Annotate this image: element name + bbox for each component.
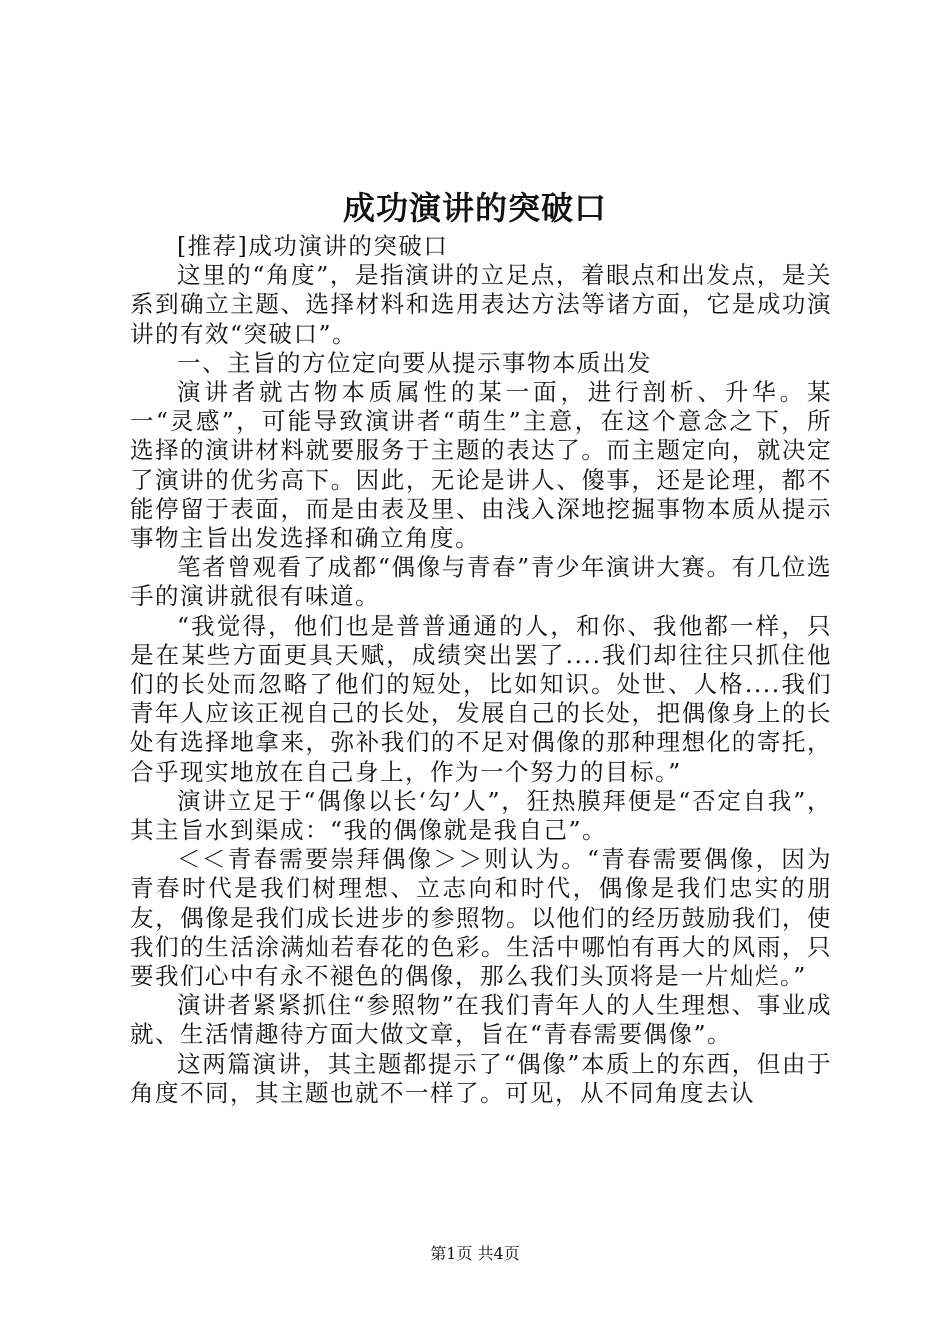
paragraph: 这两篇演讲，其主题都提示了“偶像”本质上的东西，但由于角度不同，其主题也就不一样了。可见，从不同角度去认 <box>130 1049 832 1107</box>
paragraph: 演讲者紧紧抓住“参照物”在我们青年人的人生理想、事业成就、生活情趣待方面大做文章，旨在“青春需要偶像”。 <box>130 991 832 1049</box>
paragraph: 笔者曾观看了成都“偶像与青春”青少年演讲大赛。有几位选手的演讲就很有味道。 <box>130 553 832 611</box>
page-number: 第1页 共4页 <box>430 1244 520 1263</box>
quote-paragraph: ＜＜青春需要崇拜偶像＞＞则认为。“青春需要偶像，因为青春时代是我们树理想、立志向和时代，偶像是我们忠实的朋友，偶像是我们成长进步的参照物。以他们的经历鼓励我们，使我们的生活涂满灿若春花的色彩。生活中哪怕有再大的风雨，只要我们心中有永不褪色的偶像，那么我们头顶将是一片灿烂。” <box>130 845 832 991</box>
document-body <box>130 232 832 1108</box>
paragraph: 这里的“角度”，是指演讲的立足点，着眼点和出发点，是关系到确立主题、选择材料和选用表达方法等诸方面，它是成功演讲的有效“突破口”。 <box>130 261 832 348</box>
paragraph: [推荐]成功演讲的突破口 <box>177 232 449 260</box>
paragraph: 演讲立足于“偶像以长‘勾’人”，狂热膜拜便是“否定自我”，其主旨水到渠成：“我的偶像就是我自己”。 <box>130 786 832 845</box>
paragraph: 演讲者就古物本质属性的某一面，进行剖析、升华。某一“灵感”，可能导致演讲者“萌生”主意，在这个意念之下，所选择的演讲材料就要服务于主题的表达了。而主题定向，就决定了演讲的优劣高下。因此，无论是讲人、傻事，还是论理，都不能停留于表面，而是由表及里、由浅入深地挖掘事物本质从提示事物主旨出发选择和确立角度。 <box>130 378 832 553</box>
quote-paragraph: “我觉得，他们也是普普通通的人，和你、我他都一样，只是在某些方面更具天赋，成绩突出罢了....我们却往往只抓住他们的长处而忽略了他们的短处，比如知识。处世、人格....我们青年人应该正视自己的长处，发展自己的长处，把偶像身上的长处有选择地拿来，弥补我们的不足对偶像的那种理想化的寄托，合乎现实地放在自己身上，作为一个努力的目标。” <box>130 611 832 786</box>
section-heading: 一、主旨的方位定向要从提示事物本质出发 <box>177 348 652 377</box>
document-title: 成功演讲的突破口 <box>342 189 607 227</box>
